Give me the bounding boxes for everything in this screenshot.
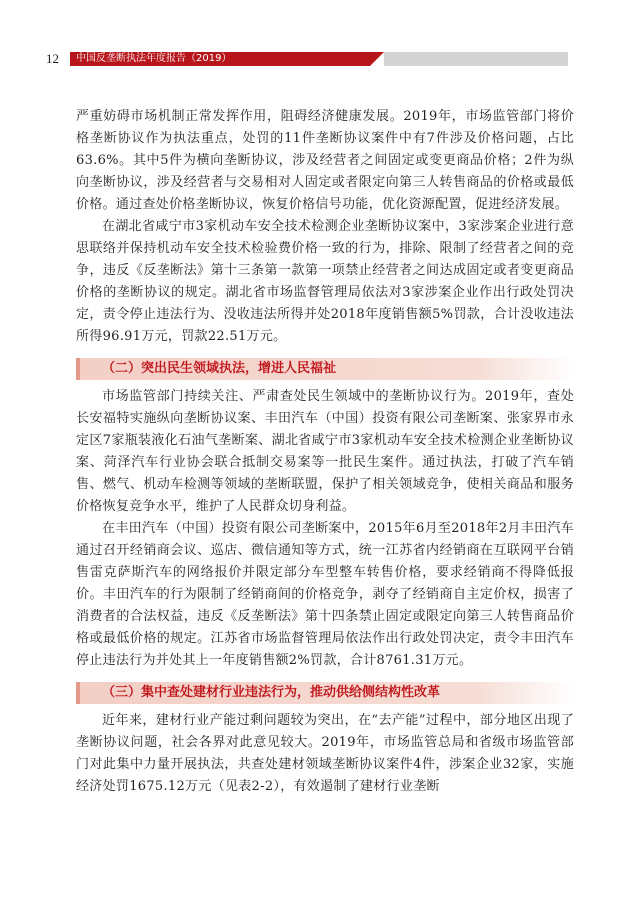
paragraph-xianning-case: 在湖北省咸宁市3家机动车安全技术检测企业垄断协议案中，3家涉案企业进行意思联络并保持机动车安全技术检验费价格一致的行为，排除、限制了经营者之间的竞争，违反《反垄断法》第十三条第一款第一项禁止经营者之间达成固定或者变更商品价格的垄断协议的规定。湖北省市场监督管理局依法对3家涉案企业作出行政处罚决定，责令停止违法行为、没收违法所得并处2018年度销售额5%罚款，合计没收违法所得96.91万元，罚款22.51万元。 [76,219,574,344]
section-heading-livelihood [76,358,574,380]
section-title: （二）突出民生领域执法，增进人民福祉 [102,361,337,376]
paragraph-toyota-case: 在丰田汽车（中国）投资有限公司垄断案中，2015年6月至2018年2月丰田汽车通过召开经销商会议、巡店、微信通知等方式，统一江苏省内经销商在互联网平台销售雷克萨斯汽车的网络报价并限定部分车型整车转售价格，要求经销商不得降低报价。丰田汽车的行为限制了经销商间的价格竞争，剥夺了经销商自主定价权，损害了消费者的合法权益，违反《反垄断法》第十四条禁止固定或限定向第三人转售商品价格或最低价格的规定。江苏省市场监督管理局依法作出行政处罚决定，责令丰田汽车停止违法行为并处其上一年度销售额2%罚款，合计8761.31万元。 [76,521,574,668]
paragraph-livelihood-enforcement: 市场监管部门持续关注、严肃查处民生领域中的垄断协议行为。2019年，查处长安福特实施纵向垄断协议案、丰田汽车（中国）投资有限公司垄断案、张家界市永定区7家瓶装液化石油气垄断案、湖北省咸宁市3家机动车安全技术检测企业垄断协议案、菏泽汽车行业协会联合抵制交易案等一批民生案件。通过执法，打破了汽车销售、燃气、机动车检测等领域的垄断联盟，保护了相关领域竞争，使相关商品和服务价格恢复竞争水平，维护了人民群众切身利益。 [76,389,574,514]
header-decor-bar [384,52,568,66]
section-heading-building-materials [76,682,574,704]
page-number: 12 [46,51,59,66]
page-header [46,52,568,66]
section-title: （三）集中查处建材行业违法行为，推动供给侧结构性改革 [102,685,441,700]
paragraph-building-materials: 近年来，建材行业产能过剩问题较为突出，在“去产能”过程中，部分地区出现了垄断协议问题，社会各界对此意见较大。2019年，市场监管总局和省级市场监管部门对此集中力量开展执法，共查处建材领域垄断协议案件4件，涉案企业32家，实施经济处罚1675.12万元（见表2-2），有效遏制了建材行业垄断 [76,713,574,794]
page-body [76,106,574,798]
paragraph-price-cartels: 严重妨碍市场机制正常发挥作用，阻碍经济健康发展。2019年，市场监管部门将价格垄断协议作为执法重点，处罚的11件垄断协议案件中有7件涉及价格问题，占比63.6%。其中5件为横向垄断协议，涉及经营者之间固定或变更商品价格；2件为纵向垄断协议，涉及经营者与交易相对人固定或者限定向第三人转售商品的价格或最低价格。通过查处价格垄断协议，恢复价格信号功能，优化资源配置，促进经济发展。 [76,109,574,212]
report-title: 中国反垄断执法年度报告（2019） [76,53,232,64]
header-title-banner [70,52,370,66]
